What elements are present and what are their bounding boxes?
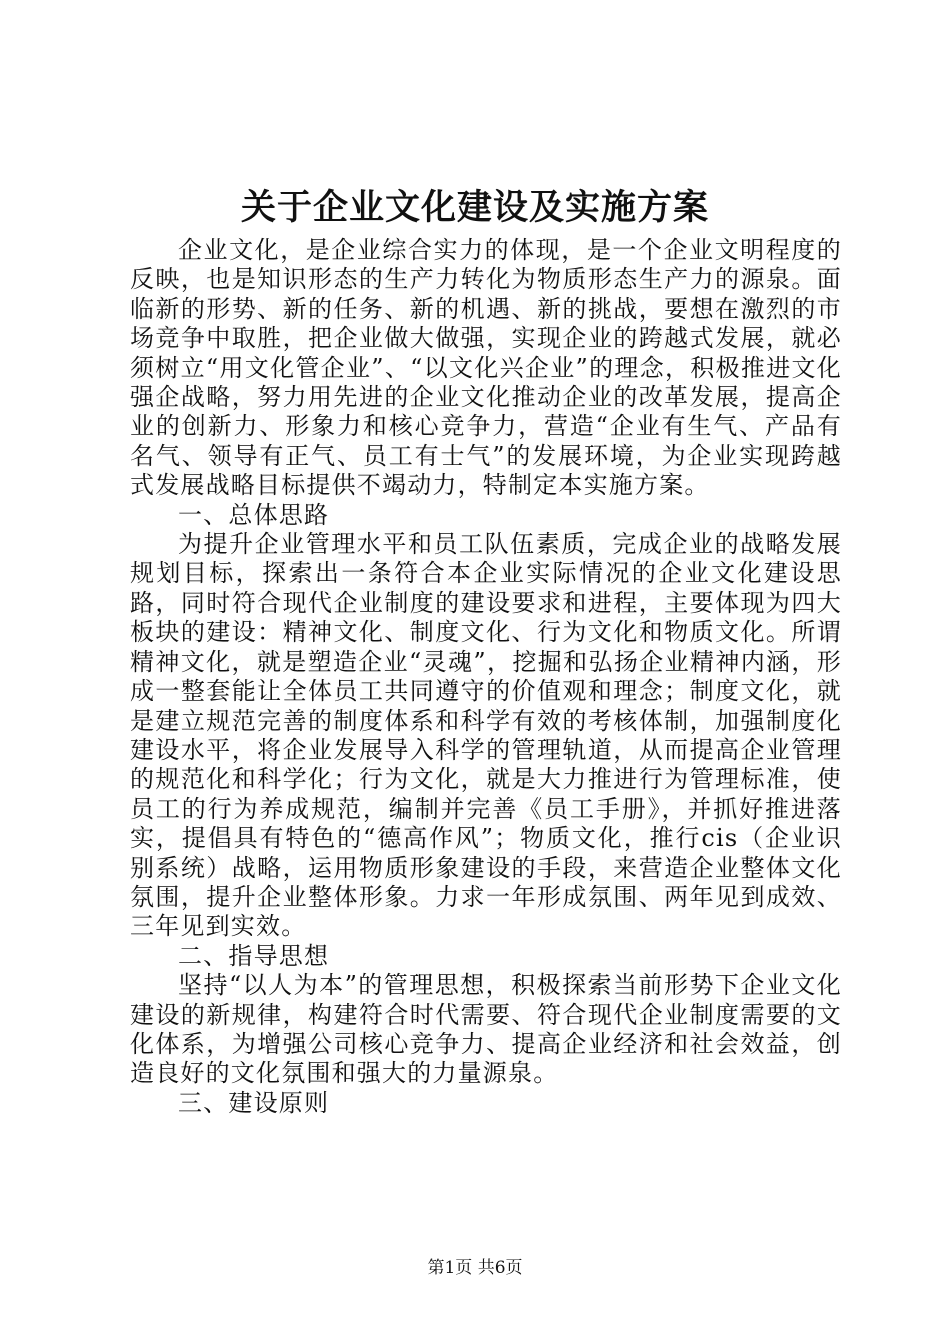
document-title: 关于企业文化建设及实施方案 [240, 187, 709, 228]
page-number-footer: 第1页 共6页 [427, 1258, 523, 1278]
intro-paragraph: 企业文化，是企业综合实力的体现，是一个企业文明程度的反映，也是知识形态的生产力转化为物质形态生产力的源泉。面临新的形势、新的任务、新的机遇、新的挑战，要想在激烈的市场竞争中取胜，把企业做大做强，实现企业的跨越式发展，就必须树立“用文化管企业”、“以文化兴企业”的理念，积极推进文化强企战略，努力用先进的企业文化推动企业的改革发展，提高企业的创新力、形象力和核心竞争力，营造“企业有生气、产品有名气、领导有正气、员工有士气”的发展环境，为企业实现跨越式发展战略目标提供不竭动力，特制定本实施方案。 [130, 236, 842, 500]
section-paragraph-guiding-ideology: 坚持“以人为本”的管理思想，积极探索当前形势下企业文化建设的新规律，构建符合时代需要、符合现代企业制度需要的文化体系，为增强公司核心竞争力、提高企业经济和社会效益，创造良好的文化氛围和强大的力量源泉。 [130, 971, 842, 1088]
section-heading-overall-approach: 一、总体思路 [178, 500, 330, 529]
section-heading-construction-principles: 三、建设原则 [178, 1088, 330, 1117]
document-body [130, 236, 842, 1118]
section-paragraph-overall-approach: 为提升企业管理水平和员工队伍素质，完成企业的战略发展规划目标，探索出一条符合本企业实际情况的企业文化建设思路，同时符合现代企业制度的建设要求和进程，主要体现为四大板块的建设：精神文化、制度文化、行为文化和物质文化。所谓精神文化，就是塑造企业“灵魂”，挖掘和弘扬企业精神内涵，形成一整套能让全体员工共同遵守的价值观和理念；制度文化，就是建立规范完善的制度体系和科学有效的考核体制，加强制度化建设水平，将企业发展导入科学的管理轨道，从而提高企业管理的规范化和科学化；行为文化，就是大力推进行为管理标准，使员工的行为养成规范，编制并完善《员工手册》，并抓好推进落实，提倡具有特色的“德高作风”；物质文化，推行cis（企业识别系统）战略，运用物质形象建设的手段，来营造企业整体文化氛围，提升企业整体形象。力求一年形成氛围、两年见到成效、三年见到实效。 [130, 530, 842, 941]
section-heading-guiding-ideology: 二、指导思想 [178, 941, 330, 970]
